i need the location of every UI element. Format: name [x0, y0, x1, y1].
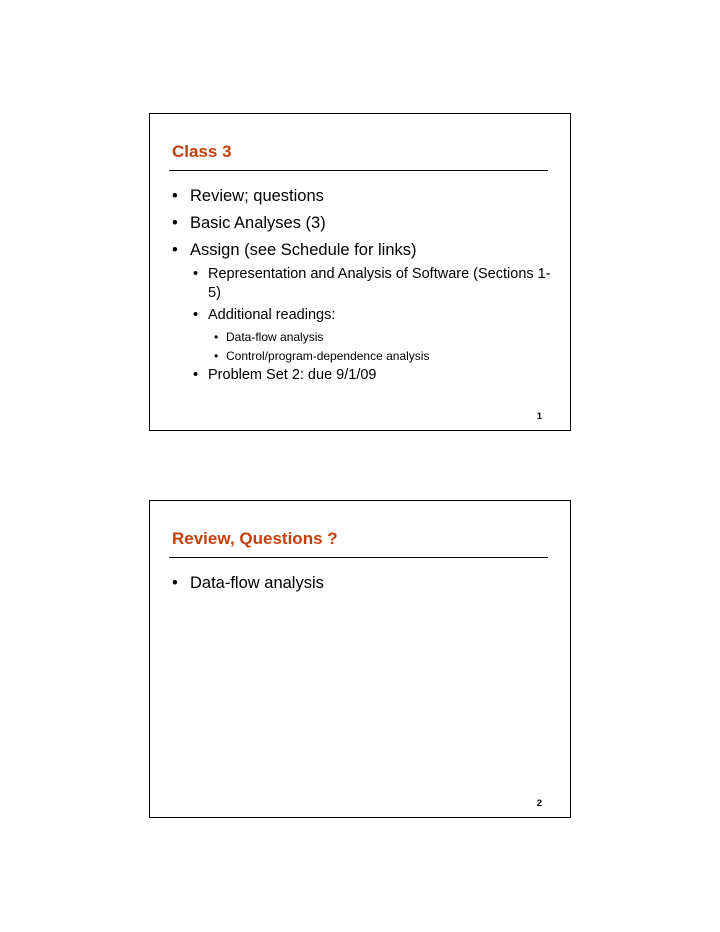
bullet-list	[172, 184, 557, 388]
page-number: 2	[536, 798, 542, 809]
sub-sub-bullet-item	[172, 328, 557, 346]
bullet-icon: •	[214, 330, 219, 344]
bullet-icon: •	[172, 574, 178, 592]
bullet-icon: •	[193, 367, 199, 383]
bullet-text: Representation and Analysis of Software (Sections 1-5)	[208, 266, 551, 301]
bullet-text: Data-flow analysis	[226, 330, 324, 344]
sub-sub-bullet-item	[172, 347, 557, 365]
title-divider	[169, 170, 548, 171]
bullet-icon: •	[193, 307, 199, 323]
sub-bullet-item	[172, 265, 557, 303]
bullet-icon: •	[172, 241, 178, 259]
bullet-icon: •	[193, 266, 199, 282]
bullet-icon: •	[214, 349, 219, 363]
sub-bullet-item	[172, 306, 557, 325]
bullet-list	[172, 571, 557, 598]
bullet-text: Problem Set 2: due 9/1/09	[208, 367, 377, 383]
bullet-text: Control/program-dependence analysis	[226, 349, 430, 363]
bullet-text: Review; questions	[190, 187, 324, 205]
title-divider	[169, 557, 548, 558]
bullet-text: Data-flow analysis	[190, 574, 324, 592]
slide-title: Class 3	[172, 142, 232, 161]
bullet-item	[172, 184, 557, 208]
bullet-item	[172, 211, 557, 235]
sub-bullet-item	[172, 366, 557, 385]
bullet-text: Basic Analyses (3)	[190, 214, 326, 232]
slide-1	[149, 113, 571, 431]
slide-title: Review, Questions ?	[172, 529, 338, 548]
bullet-icon: •	[172, 187, 178, 205]
slide-2	[149, 500, 571, 818]
bullet-text: Additional readings:	[208, 307, 336, 323]
bullet-item	[172, 238, 557, 262]
bullet-text: Assign (see Schedule for links)	[190, 241, 417, 259]
page-number: 1	[536, 411, 542, 422]
bullet-icon: •	[172, 214, 178, 232]
bullet-item	[172, 571, 557, 595]
